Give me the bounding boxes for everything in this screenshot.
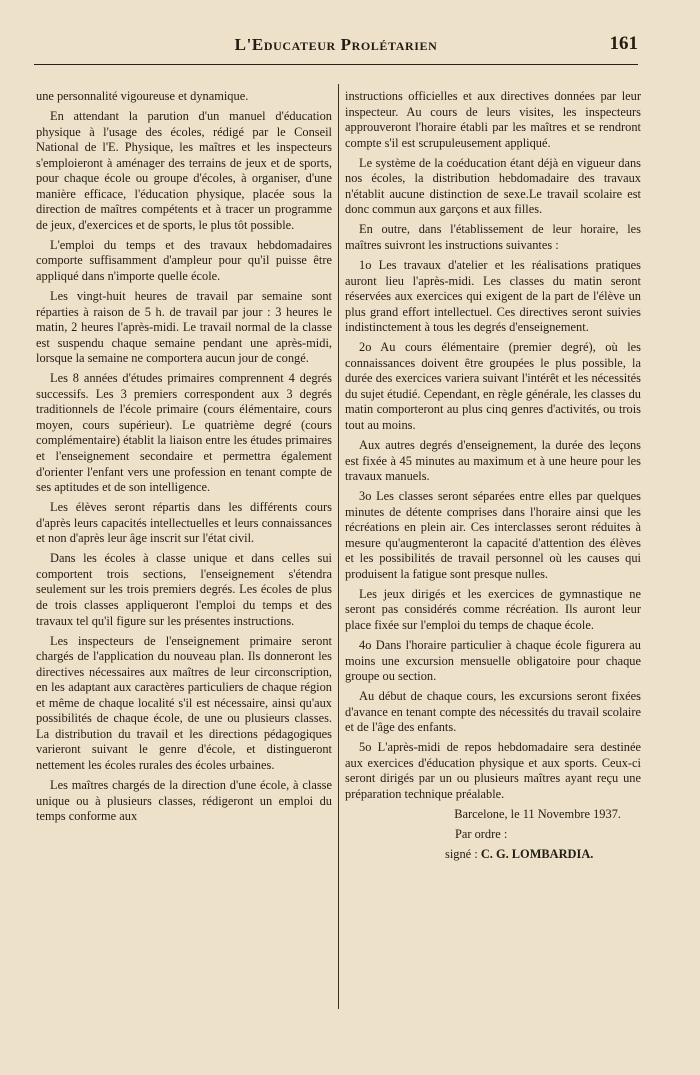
paragraph: Aux autres degrés d'enseignement, la durée des leçons est fixée à 45 minutes au maximum et à une heure pour les travaux manuels.: [345, 437, 641, 484]
paragraph: Les élèves seront répartis dans les différents cours d'après leurs capacités intellectuelles et leurs connaissances et non d'après leur âge inscrit sur l'état civil.: [36, 500, 332, 546]
signature-line: [345, 847, 641, 863]
paragraph: 3o Les classes seront séparées entre elles par quelques minutes de détente comprises dans l'horaire ainsi que les récréations en plein air. Ces interclasses seront réduites à mesure qu'augmenteront la capacité d'attention des élèves et les possibilités de travail personnel où les causes qui produisent la fatigue sont presque nulles.: [345, 489, 641, 581]
paragraph: Dans les écoles à classe unique et dans celles sui comportent trois sections, l'enseignement s'étendra seulement sur les trois premiers degrés. Les écoles de plus de trois classes appliqueront l'emploi du temps et des travaux tel qu'il figure sur les présentes instructions.: [36, 551, 332, 628]
paragraph: Le système de la coéducation étant déjà en vigueur dans nos écoles, la distribution hebdomadaire des travaux n'établit aucune distinction de sexe.Le travail scolaire est donc commun aux garçons et aux filles.: [345, 155, 641, 217]
paragraph: une personnalité vigoureuse et dynamique.: [36, 89, 249, 103]
paragraph: Les 8 années d'études primaires comprennent 4 degrés successifs. Les 3 premiers correspondent aux 3 degrés traditionnels de l'école primaire (cours élémentaire, cours moyen, cours supérieur). Le quatrième degré (cours complémentaire) établit la liaison entre les études primaires et l'enseignement secondaire et permettra également d'orienter l'enfant vers une profession en tenant compte de ses aptitudes et de son intelligence.: [36, 371, 332, 495]
paragraph: 1o Les travaux d'atelier et les réalisations pratiques auront lieu l'après-midi. Les classes du matin seront réservées aux exercices qui exigent de la part de l'élève un plus grand effort intellectuel. Ces directives seront suivies indistinctement à tous les degrés d'enseignement.: [345, 257, 641, 335]
par-ordre: Par ordre :: [455, 827, 508, 842]
left-column: [36, 89, 332, 829]
right-column: [345, 89, 641, 867]
paragraph: 2o Au cours élémentaire (premier degré), où les connaissances doivent être groupées le plus possible, la durée des exercices variera suivant l'intérêt et les nécessités du sujet étudié. Cependant, en règle générale, les classes du matin comporteront au plus cinq genres d'activités, ou trois tout au moins.: [345, 340, 641, 432]
paragraph: Les inspecteurs de l'enseignement primaire seront chargés de l'application du nouveau plan. Ils donneront les directives nécessaires aux maîtres de leur circonscription, en les adaptant aux caractères particuliers de chaque région et même de chaque localité s'il est nécessaire, ainsi qu'aux possibilités de chaque école, de une ou plusieurs classes. La distribution du travail et les directions pédagogiques varieront suivant le genre d'école, et distingueront nettement les écoles rurales des écoles urbaines.: [36, 633, 332, 772]
running-header: [34, 30, 638, 65]
paragraph: Au début de chaque cours, les excursions seront fixées d'avance en tenant compte des nécessités du travail scolaire et de l'âge des enfants.: [345, 689, 641, 735]
paragraph: En outre, dans l'établissement de leur horaire, les maîtres suivront les instructions suivantes :: [345, 222, 641, 252]
paragraph: 5o L'après-midi de repos hebdomadaire sera destinée aux exercices d'éducation physique et aux sports. Ceux-ci seront dirigés par un ou plusieurs maîtres ayant reçu une préparation technique préalable.: [345, 740, 641, 801]
journal-title: L'Educateur Prolétarien: [234, 35, 438, 54]
paragraph: En attendant la parution d'un manuel d'éducation physique à l'usage des écoles, rédigé par le Conseil National de l'E. Physique, les maîtres et les inspecteurs s'emploieront à aménager des terrains de jeux et de sports, pour chaque école ou groupe d'écoles, à organiser, d'une manière efficace, l'éducation physique, placée sous la direction de maîtres compétents et à tracer un programme de jeux, d'exercices et de sports, le plus tôt possible.: [36, 109, 332, 232]
paragraph: Les maîtres chargés de la direction d'une école, à classe unique ou à plusieurs classes, rédigeront un emploi du temps conforme aux: [36, 777, 332, 824]
paragraph: Les vingt-huit heures de travail par semaine sont réparties à raison de 5 h. de travail par jour : 3 heures le matin, 2 heures l'après-midi. Le travail normal de la classe est suspendu chaque semaine pendant une après-midi, lorsque la semaine ne comportera aucun jour de congé.: [36, 289, 332, 366]
paragraph: instructions officielles et aux directives données par leur inspecteur. Au cours de leurs visites, les inspecteurs approuveront l'horaire établi par les maîtres et se rendront compte s'il est scrupuleusement appliqué.: [345, 89, 641, 150]
paragraph: Les jeux dirigés et les exercices de gymnastique ne seront pas considérés comme récréation. Ils auront leur place fixée sur l'emploi du temps de chaque école.: [345, 586, 641, 632]
dateline: Barcelone, le 11 Novembre 1937.: [454, 807, 621, 822]
page-number: 161: [609, 33, 638, 54]
signed-label: signé :: [445, 847, 478, 862]
paragraph: 4o Dans l'horaire particulier à chaque école figurera au moins une excursion mensuelle obligatoire pour chaque groupe ou section.: [345, 638, 641, 684]
column-divider: [338, 84, 339, 1009]
paragraph: L'emploi du temps et des travaux hebdomadaires comporte suffisamment d'ampleur pour qu'il puisse être appliqué dans n'importe quelle école.: [36, 237, 332, 284]
signatory-name: C. G. LOMBARDIA.: [480, 847, 594, 862]
